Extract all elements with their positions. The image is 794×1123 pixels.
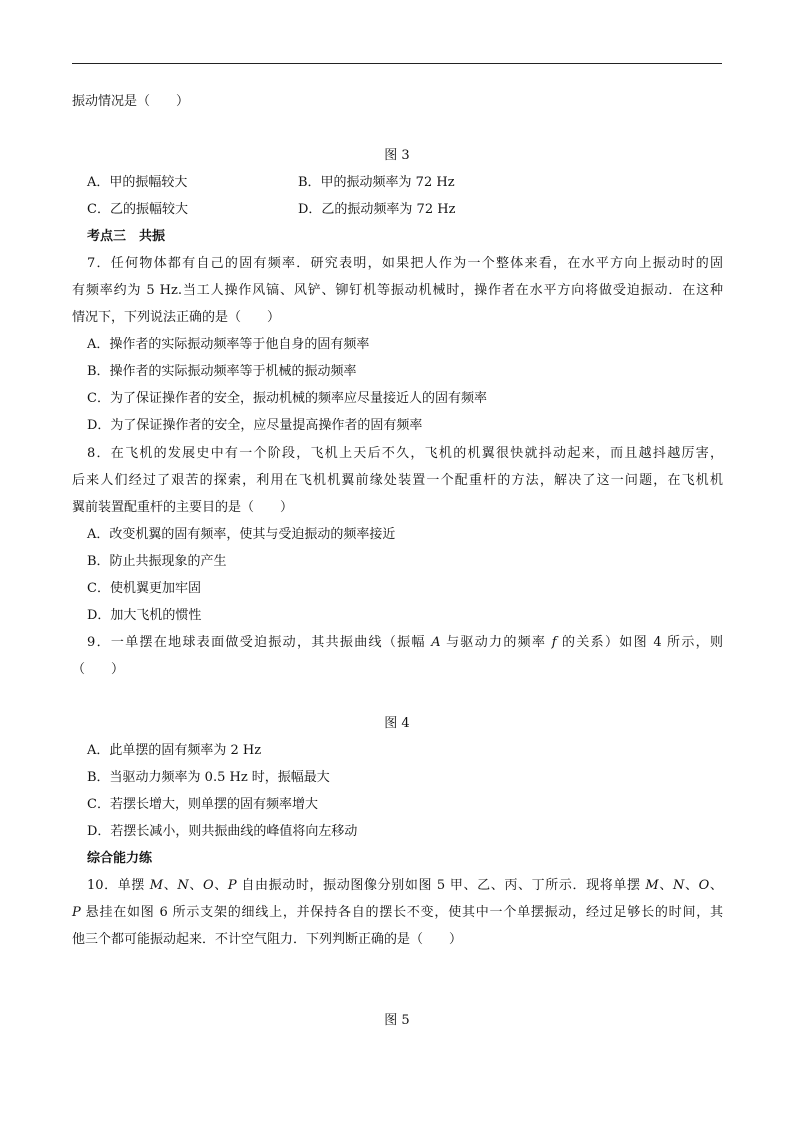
q10-sep: 、 <box>188 878 203 893</box>
q7-stem-line-1: 7．任何物体都有自己的固有频率．研究表明，如果把人作为一个整体来看，在水平方向上振动时的固 <box>87 256 723 271</box>
q10-sep: 、 <box>684 878 699 893</box>
q7-stem-line-2: 有频率约为 5 Hz.当工人操作风镐、风铲、铆钉机等振动机械时，操作者在水平方向将做受迫振动．在这种 <box>72 283 723 298</box>
q6-option-b: B．甲的振动频率为 72 Hz <box>298 175 455 190</box>
q6-option-c: C．乙的振幅较大 <box>87 202 188 217</box>
q10-sep: 、 <box>163 878 178 893</box>
q9-option-a: A．此单摆的固有频率为 2 Hz <box>87 743 262 758</box>
q6-option-d: D．乙的振动频率为 72 Hz <box>298 202 456 217</box>
pendulum-m: M <box>149 878 164 893</box>
q7-option-c: C．为了保证操作者的安全，振动机械的频率应尽量接近人的固有频率 <box>87 391 487 406</box>
q10-part-1: 10．单摆 <box>87 878 150 893</box>
pendulum-p: P <box>72 905 81 920</box>
q6-stem-tail: 振动情况是（ ） <box>72 94 190 109</box>
q8-option-d: D．加大飞机的惯性 <box>87 608 202 623</box>
pendulum-m: M <box>645 878 659 893</box>
q9-option-b: B．当驱动力频率为 0.5 Hz 时，振幅最大 <box>87 770 330 785</box>
figure-4-caption: 图 4 <box>384 716 410 731</box>
q8-option-a: A．改变机翼的固有频率，使其与受迫振动的频率接近 <box>87 527 396 542</box>
q10-stem-line-3: 他三个都可能振动起来．不计空气阻力．下列判断正确的是（ ） <box>72 932 463 947</box>
q8-stem-line-2: 后来人们经过了艰苦的探索，利用在飞机机翼前缘处装置一个配重杆的方法，解决了这一问题，在飞机机 <box>72 473 723 488</box>
q9-stem-line-2: （ ） <box>72 662 125 677</box>
var-amplitude-a: A <box>431 635 441 650</box>
q8-option-c: C．使机翼更加牢固 <box>87 581 201 596</box>
pendulum-o: O <box>698 878 710 893</box>
q9-stem-part-2: 与驱动力的频率 <box>440 635 552 650</box>
q10-stem-line-1 <box>87 877 723 895</box>
pendulum-n: N <box>177 878 189 893</box>
var-frequency-f: f <box>551 635 557 650</box>
pendulum-n: N <box>672 878 685 893</box>
section-title-resonance: 考点三 共振 <box>87 229 166 244</box>
q7-option-b: B．操作者的实际振动频率等于机械的振动频率 <box>87 364 357 379</box>
q7-stem-line-3: 情况下，下列说法正确的是（ ） <box>72 310 281 325</box>
section-title-comprehensive: 综合能力练 <box>87 851 153 866</box>
q8-stem-line-3: 翼前装置配重杆的主要目的是（ ） <box>72 500 294 515</box>
q9-stem-part-1: 9．一单摆在地球表面做受迫振动，其共振曲线（振幅 <box>87 635 432 650</box>
q7-option-a: A．操作者的实际振动频率等于他自身的固有频率 <box>87 337 370 352</box>
q8-option-b: B．防止共振现象的产生 <box>87 554 227 569</box>
q9-stem-part-3: 的关系）如图 4 所示，则 <box>556 635 724 650</box>
q7-option-d: D．为了保证操作者的安全，应尽量提高操作者的固有频率 <box>87 418 423 433</box>
q6-option-a: A．甲的振幅较大 <box>87 175 188 190</box>
q10-sep: 、 <box>213 878 228 893</box>
q9-stem-line-1 <box>87 634 723 652</box>
header-rule <box>72 63 722 64</box>
q9-option-d: D．若摆长减小，则共振曲线的峰值将向左移动 <box>87 824 358 839</box>
pendulum-p: P <box>227 878 237 893</box>
q8-stem-line-1: 8．在飞机的发展史中有一个阶段，飞机上天后不久，飞机的机翼很快就抖动起来，而且越抖越厉害， <box>87 446 723 461</box>
q10-part-2: 自由振动时，振动图像分别如图 5 甲、乙、丙、丁所示．现将单摆 <box>236 878 646 893</box>
q10-line-end: 、 <box>709 878 723 893</box>
figure-3-caption: 图 3 <box>384 148 410 163</box>
pendulum-o: O <box>202 878 214 893</box>
figure-5-caption: 图 5 <box>384 1013 410 1028</box>
q10-sep: 、 <box>658 878 673 893</box>
q9-option-c: C．若摆长增大，则单摆的固有频率增大 <box>87 797 318 812</box>
q10-stem-line-2 <box>72 904 723 922</box>
q10-part-3: 悬挂在如图 6 所示支架的细线上，并保持各自的摆长不变，使其中一个单摆振动，经过足够长的时间，其 <box>80 905 723 920</box>
